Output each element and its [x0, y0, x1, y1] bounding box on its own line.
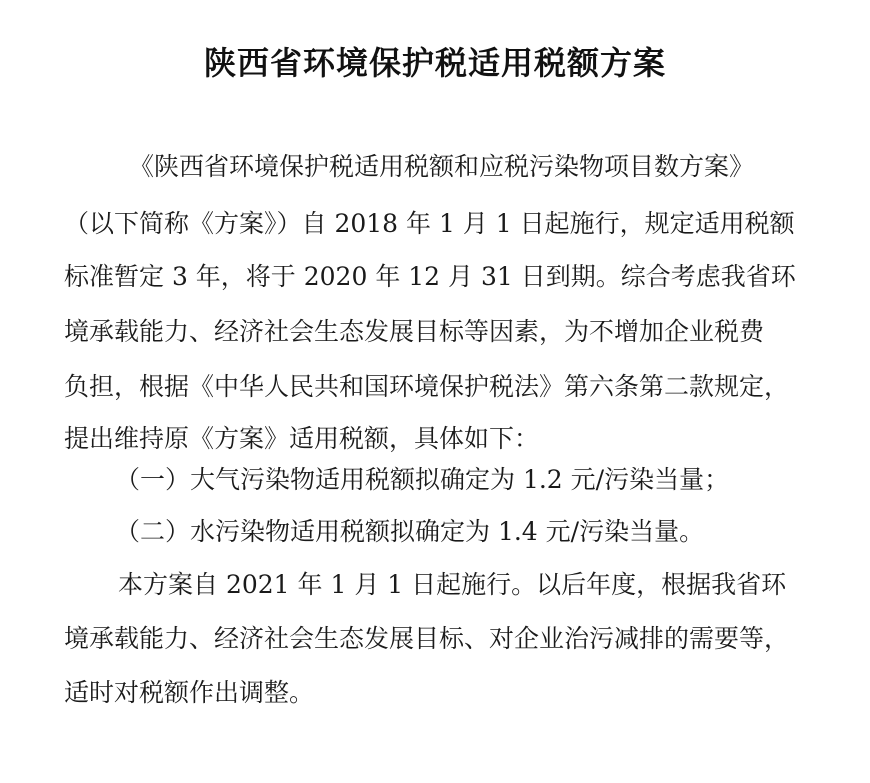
document-title: 陕西省环境保护税适用税额方案 [203, 44, 666, 82]
paragraph2-line-3: 适时对税额作出调整。 [64, 678, 315, 707]
list-item-1: （一）大气污染物适用税额拟确定为 1.2 元/污染当量； [115, 465, 730, 494]
paragraph1-line-5: 负担，根据《中华人民共和国环境保护税法》第六条第二款规定， [64, 372, 790, 401]
paragraph1-line-1: 《陕西省环境保护税适用税额和应税污染物项目数方案》 [129, 152, 755, 181]
paragraph1-line-4: 境承载能力、经济社会生态发展目标等因素，为不增加企业税费 [64, 317, 765, 346]
list-item-2: （二）水污染物适用税额拟确定为 1.4 元/污染当量。 [115, 517, 705, 546]
paragraph2-line-1: 本方案自 2021 年 1 月 1 日起施行。以后年度，根据我省环 [118, 570, 787, 599]
paragraph1-line-6: 提出维持原《方案》适用税额，具体如下： [64, 424, 540, 453]
paragraph2-line-2: 境承载能力、经济社会生态发展目标、对企业治污减排的需要等， [64, 624, 790, 653]
paragraph1-line-2: （以下简称《方案》）自 2018 年 1 月 1 日起施行，规定适用税额 [64, 209, 795, 238]
paragraph1-line-3: 标准暂定 3 年，将于 2020 年 12 月 31 日到期。综合考虑我省环 [64, 262, 796, 291]
